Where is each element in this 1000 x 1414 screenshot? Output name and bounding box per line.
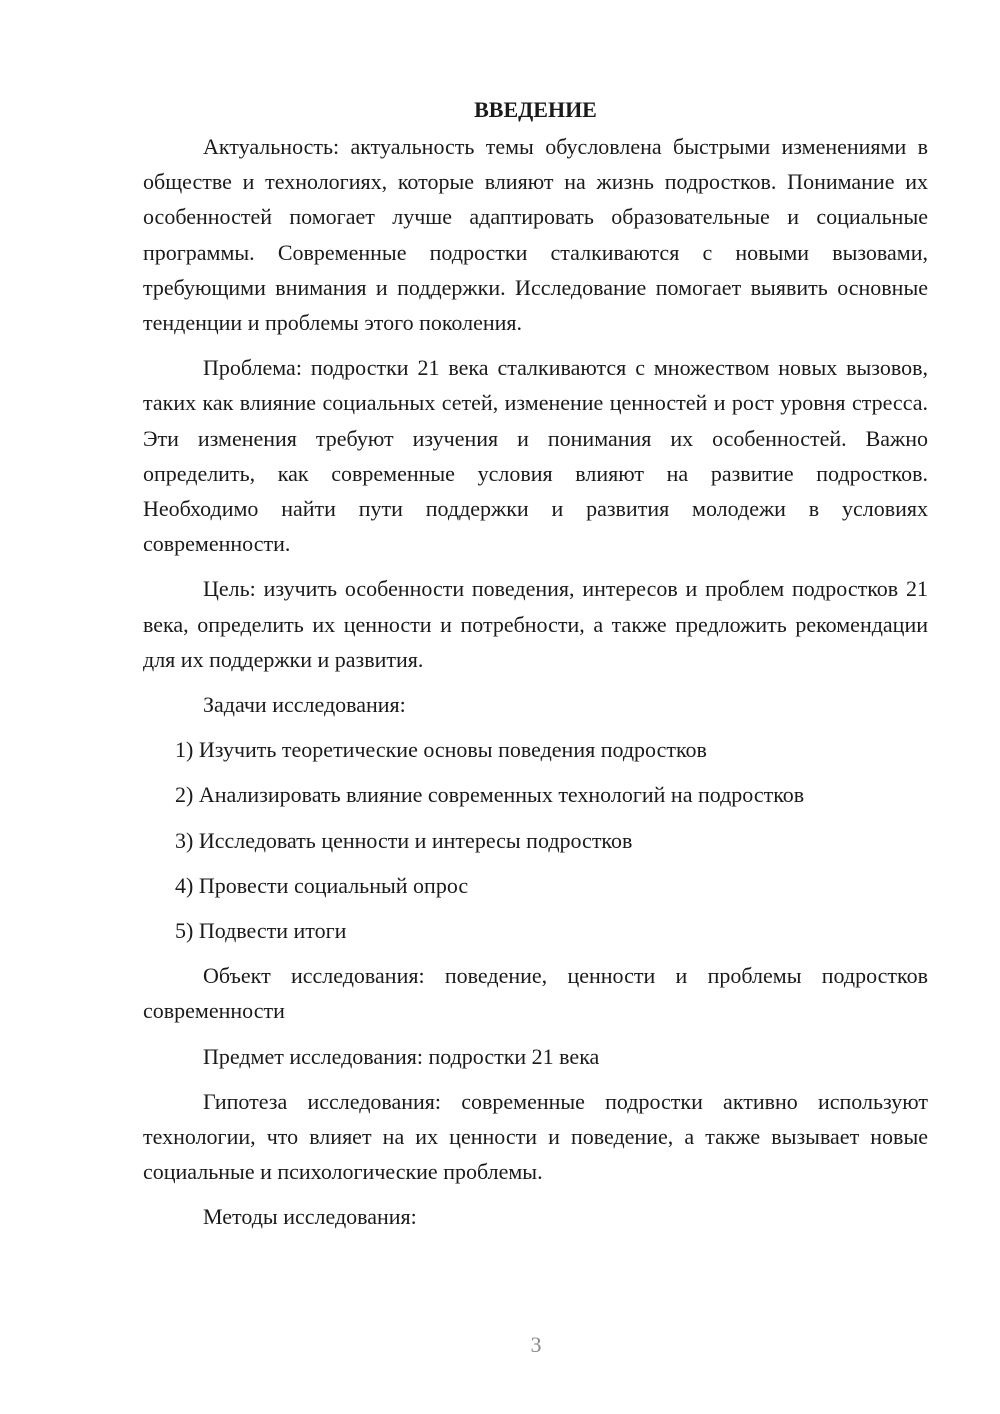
list-item: 1) Изучить теоретические основы поведения подростков bbox=[175, 737, 707, 763]
list-item: 3) Исследовать ценности и интересы подростков bbox=[175, 827, 633, 853]
paragraph-object: Объект исследования: поведение, ценности и проблемы подростков современности bbox=[143, 963, 928, 1024]
page-title: ВВЕДЕНИЕ bbox=[474, 97, 597, 122]
tasks-list bbox=[143, 732, 928, 948]
paragraph-relevance: Актуальность: актуальность темы обусловлена быстрыми изменениями в обществе и технологиях, которые влияют на жизнь подростков. Понимание их особенностей помогает лучше адаптировать образовательные и социальные программы. Современные подростки сталкиваются с новыми вызовами, требующими внимания и поддержки. Исследование помогает выявить основные тенденции и проблемы этого поколения. bbox=[143, 134, 928, 336]
page-number: 3 bbox=[530, 1332, 542, 1357]
methods-heading: Методы исследования: bbox=[203, 1204, 417, 1230]
tasks-heading: Задачи исследования: bbox=[203, 692, 406, 718]
document-body bbox=[143, 92, 928, 1245]
paragraph-goal: Цель: изучить особенности поведения, интересов и проблем подростков 21 века, определить их ценности и потребности, а также предложить рекомендации для их поддержки и развития. bbox=[143, 576, 928, 672]
paragraph-problem: Проблема: подростки 21 века сталкиваются с множеством новых вызовов, таких как влияние социальных сетей, изменение ценностей и рост уровня стресса. Эти изменения требуют изучения и понимания их особенностей. Важно определить, как современные условия влияют на развитие подростков. Необходимо найти пути поддержки и развития молодежи в условиях современности. bbox=[143, 355, 928, 557]
list-item: 4) Провести социальный опрос bbox=[175, 872, 469, 898]
paragraph-subject: Предмет исследования: подростки 21 века bbox=[203, 1043, 600, 1069]
list-item: 5) Подвести итоги bbox=[175, 918, 347, 944]
paragraph-hypothesis: Гипотеза исследования: современные подростки активно используют технологии, что влияет на их ценности и поведение, а также вызывает новые социальные и психологические проблемы. bbox=[143, 1088, 928, 1185]
list-item: 2) Анализировать влияние современных технологий на подростков bbox=[175, 782, 805, 808]
